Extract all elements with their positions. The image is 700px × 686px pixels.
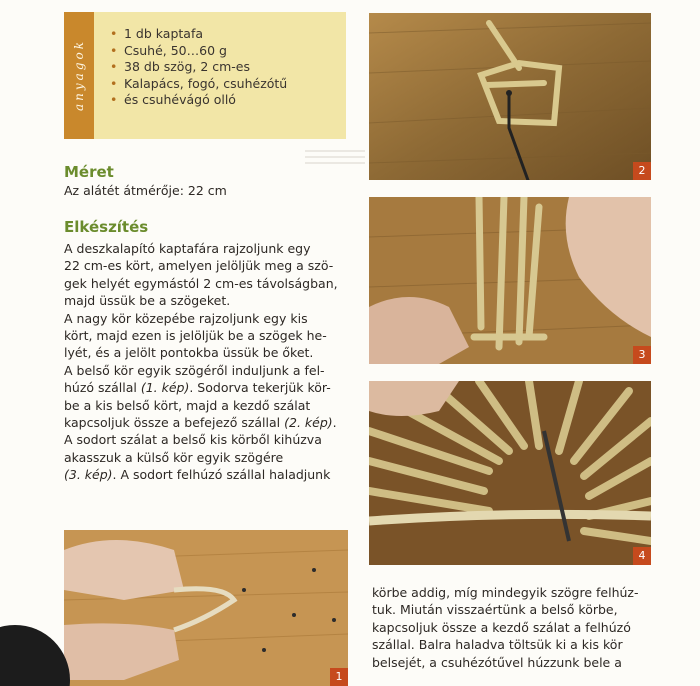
photo-1-image — [64, 530, 348, 686]
body-line: lyét, és a jelölt pontokba üssük be őket. — [64, 345, 314, 361]
body-line: A belső kör egyik szögéről induljunk a fel- — [64, 362, 325, 378]
materials-item: • Kalapács, fogó, csuhézótű — [110, 76, 340, 93]
body-line: akasszuk a külső kör egyik szögére — [64, 449, 284, 465]
body-line: kört, majd ezen is jelöljük be a szögek he- — [64, 328, 327, 344]
materials-item: • 1 db kaptafa — [110, 26, 340, 43]
body-line: be a kis belső kört, majd a kezdő szálat — [64, 397, 311, 413]
photo-4-image — [369, 381, 651, 565]
body-line: körbe addig, míg mindegyik szögre felhúz- — [372, 585, 639, 600]
body-line: A nagy kör közepébe rajzoljunk egy kis — [64, 310, 308, 326]
body-line-part: . — [332, 415, 337, 431]
photo-1 — [64, 530, 348, 686]
photo-reference-3: (3. kép) — [64, 467, 113, 483]
photo-3 — [369, 197, 651, 364]
body-line — [64, 379, 354, 396]
photo-number: 3 — [633, 346, 651, 364]
photo-2-image — [369, 13, 651, 180]
making-heading: Elkészítés — [64, 218, 149, 236]
materials-tab — [64, 12, 94, 139]
page-corner-shadow — [0, 625, 70, 686]
body-line: A deszkalapító kaptafára rajzoljunk egy — [64, 241, 311, 256]
body-line: belsejét, a csuhézótűvel húzzunk bele a — [372, 654, 622, 670]
body-line-part: húzó szállal — [64, 380, 137, 396]
body-line: A sodort szálat a belső kis körből kihúzva — [64, 432, 322, 448]
materials-box — [64, 12, 346, 139]
making-body-continued — [372, 584, 662, 671]
body-line: tuk. Miután visszaértünk a belső körbe, — [372, 602, 618, 618]
body-line-part: kapcsoljuk össze a befejező szállal — [64, 415, 281, 431]
body-line-part: . Sodorva tekerjük kör- — [189, 380, 331, 396]
photo-number: 4 — [633, 547, 651, 565]
materials-list — [110, 26, 340, 109]
materials-item-continued: • és csuhévágó olló — [110, 92, 340, 109]
body-line: majd üssük be a szögeket. — [64, 293, 231, 309]
photo-2 — [369, 13, 651, 180]
size-heading: Méret — [64, 163, 114, 181]
photo-4 — [369, 381, 651, 565]
body-line: 22 cm-es kört, amelyen jelöljük meg a szö- — [64, 258, 334, 274]
photo-reference-1: (1. kép) — [140, 380, 190, 396]
materials-item: • Csuhé, 50…60 g — [110, 43, 340, 60]
photo-number: 1 — [330, 668, 348, 686]
materials-tab-label: anyagok — [72, 39, 86, 111]
body-line — [64, 414, 354, 431]
body-line: szállal. Balra haladva töltsük ki a kis kör — [372, 637, 623, 653]
materials-item: • 38 db szög, 2 cm-es — [110, 59, 340, 76]
body-line-part: . A sodort felhúzó szállal haladjunk — [112, 467, 331, 483]
body-line: kapcsoljuk össze a kezdő szálat a felhúzó — [372, 619, 631, 635]
body-line — [64, 466, 354, 483]
photo-number: 2 — [633, 162, 651, 180]
making-body — [64, 240, 354, 484]
photo-3-image — [369, 197, 651, 364]
size-text: Az alátét átmérője: 22 cm — [64, 183, 227, 198]
faint-background-text — [305, 150, 365, 168]
body-line: gek helyét egymástól 2 cm-es távolságban, — [64, 275, 338, 291]
photo-reference-2: (2. kép) — [284, 415, 333, 431]
